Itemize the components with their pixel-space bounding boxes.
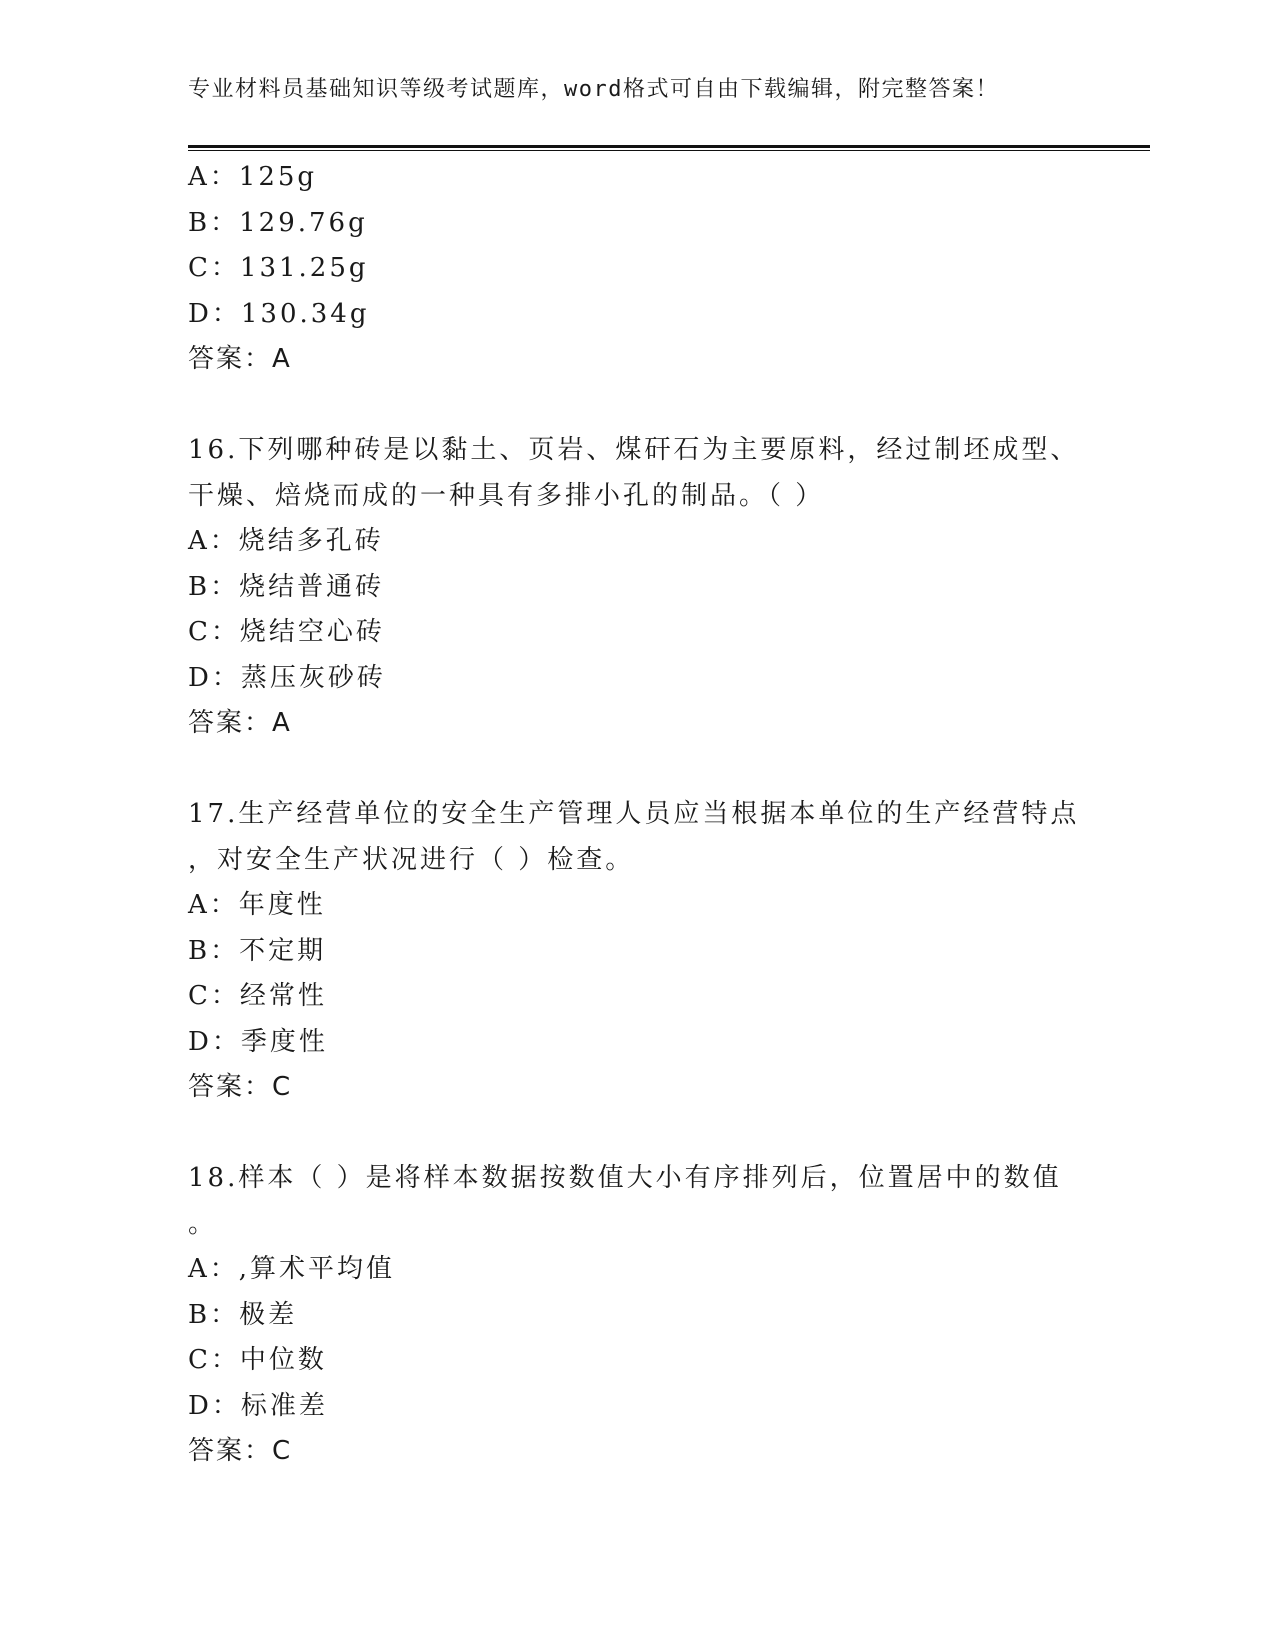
option-c: C：经常性 bbox=[188, 981, 327, 1011]
option-d: D：标准差 bbox=[188, 1390, 328, 1421]
question-stem-cont: 干燥、焙烧而成的一种具有多排小孔的制品。（ ） bbox=[188, 480, 825, 511]
option-b: B：不定期 bbox=[188, 935, 327, 966]
question-content bbox=[188, 155, 1088, 1475]
option-b: B：烧结普通砖 bbox=[188, 571, 385, 602]
option-b: B：129.76g bbox=[188, 207, 368, 238]
question-16 bbox=[188, 428, 1088, 747]
option-a: A：,算术平均值 bbox=[188, 1254, 396, 1284]
spacer bbox=[188, 1111, 1088, 1157]
spacer bbox=[188, 383, 1088, 429]
option-c: C：烧结空心砖 bbox=[188, 617, 385, 647]
option-a: A：烧结多孔砖 bbox=[188, 526, 384, 556]
answer-line: 答案：A bbox=[188, 344, 292, 374]
question-17 bbox=[188, 792, 1088, 1111]
option-d: D：130.34g bbox=[188, 298, 370, 329]
answer-line: 答案：C bbox=[188, 1436, 293, 1466]
header-rule-thin bbox=[188, 150, 1150, 151]
option-d: D：蒸压灰砂砖 bbox=[188, 662, 386, 693]
question-stem: 17.生产经营单位的安全生产管理人员应当根据本单位的生产经营特点 bbox=[188, 799, 1080, 829]
option-d: D：季度性 bbox=[188, 1026, 328, 1057]
answer-line: 答案：C bbox=[188, 1072, 293, 1102]
question-stem: 18.样本（ ）是将样本数据按数值大小有序排列后，位置居中的数值 bbox=[188, 1163, 1062, 1193]
option-c: C：131.25g bbox=[188, 253, 369, 283]
header-rule-thick bbox=[188, 145, 1150, 148]
question-18 bbox=[188, 1156, 1088, 1475]
question-stem-cont: ，对安全生产状况进行（ ）检查。 bbox=[188, 844, 635, 875]
page-header: 专业材料员基础知识等级考试题库，word格式可自由下载编辑，附完整答案！ bbox=[188, 77, 999, 102]
question-stem: 16.下列哪种砖是以黏土、页岩、煤矸石为主要原料，经过制坯成型、 bbox=[188, 435, 1080, 465]
option-c: C：中位数 bbox=[188, 1345, 327, 1375]
option-a: A：125g bbox=[188, 162, 318, 192]
option-b: B：极差 bbox=[188, 1299, 298, 1330]
question-15-tail bbox=[188, 155, 1088, 383]
option-a: A：年度性 bbox=[188, 890, 326, 920]
answer-line: 答案：A bbox=[188, 708, 292, 738]
spacer bbox=[188, 747, 1088, 793]
question-stem-cont: 。 bbox=[188, 1208, 218, 1239]
